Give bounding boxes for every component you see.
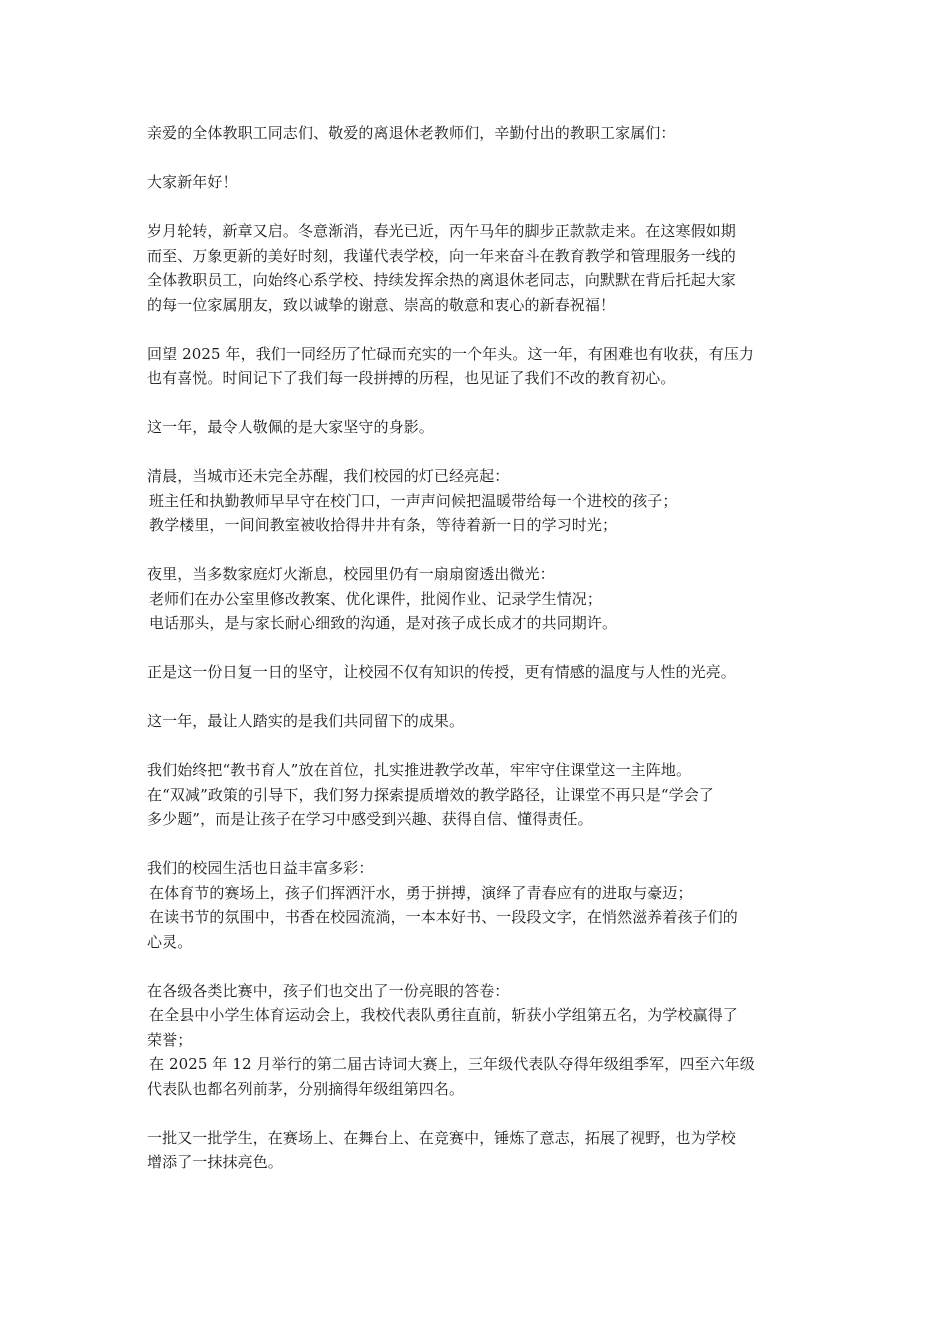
text-line: 心灵。 (147, 932, 193, 951)
paragraph-teaching (147, 758, 809, 832)
text-line: 的每一位家属朋友，致以诚挚的谢意、崇高的敬意和衷心的新春祝福！ (147, 295, 616, 314)
text-line: 增添了一抹抹亮色。 (147, 1153, 283, 1171)
paragraph-students (147, 1126, 809, 1175)
text-line: 教学楼里，一间间教室被收拾得井井有条，等待着新一日的学习时光； (149, 516, 618, 534)
paragraph-campus-life (147, 856, 809, 954)
text-line: 在“双减”政策的引导下，我们努力探索提质增效的教学路径，让课堂不再只是“学会了 (147, 785, 714, 804)
letter-body (147, 121, 809, 1199)
text-line: 在 2025 年 12 月举行的第二届古诗词大赛上，三年级代表队夺得年级组季军，四至六年级 (149, 1055, 755, 1073)
text-line: 清晨，当城市还未完全苏醒，我们校园的灯已经亮起： (147, 467, 510, 485)
text-line: 在读书节的氛围中，书香在校园流淌，一本本好书、一段段文字，在悄然滋养着孩子们的 (149, 908, 738, 926)
text-line: 在体育节的赛场上，孩子们挥洒汗水，勇于拼搏，演绎了青春应有的进取与豪迈； (149, 883, 693, 902)
text-line: 电话那头，是与家长耐心细致的沟通，是对孩子成长成才的共同期许。 (149, 614, 618, 632)
new-year-line: 大家新年好！ (147, 173, 238, 191)
paragraph-dedication-intro (147, 415, 809, 440)
text-line: 夜里，当多数家庭灯火渐息，校园里仍有一扇扇窗透出微光： (147, 565, 555, 583)
text-line: 在全县中小学生体育运动会上，我校代表队勇往直前，斩获小学组第五名，为学校赢得了 (149, 1006, 738, 1024)
text-line: 荣誉； (147, 1030, 193, 1049)
text-line: 多少题”，而是让孩子在学习中感受到兴趣、获得自信、懂得责任。 (147, 810, 593, 828)
text-line: 回望 2025 年，我们一同经历了忙碌而充实的一个年头。这一年，有困难也有收获，有压力 (147, 344, 755, 363)
text-line: 岁月轮转，新章又启。冬意渐消，春光已近，丙午马年的脚步正款款走来。在这寒假如期 (147, 222, 736, 240)
text-line: 代表队也都名列前茅，分别摘得年级组第四名。 (147, 1079, 465, 1098)
text-line: 班主任和执勤教师早早守在校门口，一声声问候把温暖带给每一个进校的孩子； (149, 491, 678, 510)
salutation (147, 121, 809, 146)
text-line: 老师们在办公室里修改教案、优化课件，批阅作业、记录学生情况； (149, 589, 603, 608)
paragraph-competitions (147, 979, 809, 1102)
new-year-greeting (147, 170, 809, 195)
paragraph-achievements-intro (147, 709, 809, 734)
paragraph-night (147, 562, 809, 636)
text-line: 我们的校园生活也日益丰富多彩： (147, 859, 374, 877)
paragraph-morning (147, 464, 809, 538)
text-line: 一批又一批学生，在赛场上、在舞台上、在竞赛中，锤炼了意志，拓展了视野，也为学校 (147, 1128, 736, 1147)
text-line: 而至、万象更新的美好时刻，我谨代表学校，向一年来奋斗在教育教学和管理服务一线的 (147, 246, 736, 265)
text-line: 正是这一份日复一日的坚守，让校园不仅有知识的传授，更有情感的温度与人性的光亮。 (147, 663, 736, 681)
text-line: 也有喜悦。时间记下了我们每一段拼搏的历程，也见证了我们不改的教育初心。 (147, 369, 676, 387)
text-line: 我们始终把“教书育人”放在首位，扎实推进教学改革，牢牢守住课堂这一主阵地。 (147, 761, 692, 779)
text-line: 全体教职员工，向始终心系学校、持续发挥余热的离退休老同志，向默默在背后托起大家 (147, 271, 736, 289)
paragraph-persistence (147, 660, 809, 685)
paragraph-opening (147, 219, 809, 317)
paragraph-review (147, 342, 809, 391)
text-line: 这一年，最令人敬佩的是大家坚守的身影。 (147, 418, 434, 436)
salutation-line: 亲爱的全体教职工同志们、敬爱的离退休老教师们，辛勤付出的教职工家属们： (147, 124, 676, 142)
text-line: 这一年，最让人踏实的是我们共同留下的成果。 (147, 712, 465, 730)
text-line: 在各级各类比赛中，孩子们也交出了一份亮眼的答卷： (147, 981, 510, 1000)
